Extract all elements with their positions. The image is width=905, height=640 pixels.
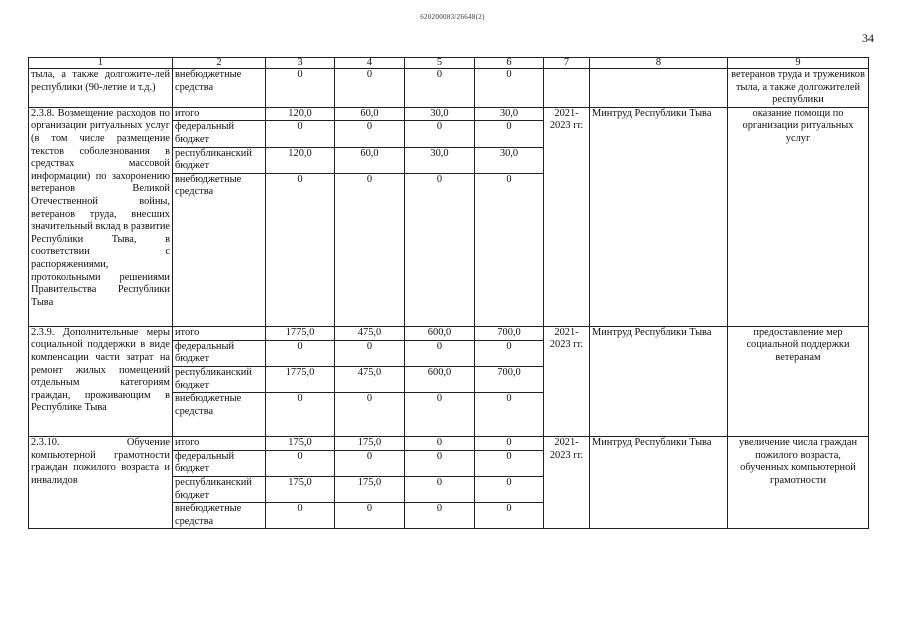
amount-cell: 1775,0 (266, 366, 335, 392)
amount-cell: 0 (335, 69, 405, 108)
amount-cell: 175,0 (335, 476, 405, 502)
amount-cell: 30,0 (475, 147, 544, 173)
amount-cell: 600,0 (405, 366, 475, 392)
amount-cell: 0 (405, 340, 475, 366)
funding-source-cell: внебюджетные средства (173, 69, 266, 108)
column-header-row (29, 58, 869, 69)
amount-cell: 0 (405, 450, 475, 476)
amount-cell: 120,0 (266, 107, 335, 121)
amount-cell: 0 (475, 450, 544, 476)
amount-cell: 60,0 (335, 147, 405, 173)
amount-cell: 0 (266, 503, 335, 529)
table-row (29, 69, 869, 108)
amount-cell: 30,0 (405, 147, 475, 173)
amount-cell: 0 (405, 393, 475, 437)
activity-cell: тыла, а также долгожите-лей республики (90-летие и т.д.) (29, 69, 173, 108)
amount-cell: 475,0 (335, 366, 405, 392)
amount-cell: 60,0 (335, 107, 405, 121)
table-row (29, 437, 869, 451)
amount-cell: 0 (405, 69, 475, 108)
amount-cell: 175,0 (266, 437, 335, 451)
amount-cell: 120,0 (266, 147, 335, 173)
funding-source-cell: итого (173, 107, 266, 121)
amount-cell: 175,0 (335, 437, 405, 451)
column-header: 5 (405, 58, 475, 69)
amount-cell: 175,0 (266, 476, 335, 502)
amount-cell: 0 (475, 173, 544, 326)
executor-cell: Минтруд Республики Тыва (590, 437, 728, 529)
funding-source-cell: итого (173, 326, 266, 340)
table-row (29, 107, 869, 121)
amount-cell: 0 (405, 121, 475, 147)
amount-cell: 475,0 (335, 326, 405, 340)
column-header: 6 (475, 58, 544, 69)
result-cell: предоставление мер социальной поддержки ветеранам (728, 326, 869, 436)
funding-source-cell: федеральный бюджет (173, 340, 266, 366)
amount-cell: 0 (335, 450, 405, 476)
period-cell: 2021-2023 гг. (544, 326, 590, 436)
amount-cell: 0 (266, 450, 335, 476)
period-cell: 2021-2023 гг. (544, 107, 590, 326)
funding-source-cell: республиканский бюджет (173, 366, 266, 392)
amount-cell: 30,0 (475, 107, 544, 121)
amount-cell: 0 (475, 121, 544, 147)
page-number: 34 (862, 31, 874, 45)
period-cell (544, 69, 590, 108)
amount-cell: 0 (266, 69, 335, 108)
funding-source-cell: республиканский бюджет (173, 147, 266, 173)
column-header: 2 (173, 58, 266, 69)
column-header: 9 (728, 58, 869, 69)
funding-source-cell: федеральный бюджет (173, 121, 266, 147)
amount-cell: 0 (475, 503, 544, 529)
funding-source-cell: республиканский бюджет (173, 476, 266, 502)
amount-cell: 0 (475, 437, 544, 451)
amount-cell: 0 (405, 173, 475, 326)
amount-cell: 0 (335, 340, 405, 366)
amount-cell: 0 (335, 393, 405, 437)
amount-cell: 30,0 (405, 107, 475, 121)
activity-cell: 2.3.8. Возмещение расходов по организации ритуальных услуг (в том числе размещение текстов соболезнования в средствах массовой информации) по захоронению ветеранов Великой Отечественной войны, ветеранов труда, внесших значительный вклад в развитие Республики Тыва, в соответствии с распоряжениями, протокольными решениями Правительства Республики Тыва (29, 107, 173, 326)
result-cell: увеличение числа граждан пожилого возраста, обученных компьютерной грамотности (728, 437, 869, 529)
table-row (29, 326, 869, 340)
activity-cell: 2.3.10. Обучение компьютерной грамотности граждан пожилого возраста и инвалидов (29, 437, 173, 529)
amount-cell: 1775,0 (266, 326, 335, 340)
amount-cell: 0 (335, 173, 405, 326)
funding-source-cell: итого (173, 437, 266, 451)
amount-cell: 0 (266, 121, 335, 147)
amount-cell: 0 (266, 340, 335, 366)
activity-cell: 2.3.9. Дополнительные меры социальной поддержки в виде компенсации части затрат на ремонт жилых помещений отдельным категориям граждан, проживающим в Республике Тыва (29, 326, 173, 436)
amount-cell: 0 (405, 503, 475, 529)
executor-cell: Минтруд Республики Тыва (590, 107, 728, 326)
amount-cell: 0 (266, 393, 335, 437)
column-header: 4 (335, 58, 405, 69)
amount-cell: 0 (335, 121, 405, 147)
amount-cell: 0 (475, 340, 544, 366)
funding-source-cell: внебюджетные средства (173, 173, 266, 326)
executor-cell: Минтруд Республики Тыва (590, 326, 728, 436)
result-cell: оказание помощи по организации ритуальных услуг (728, 107, 869, 326)
funding-source-cell: внебюджетные средства (173, 393, 266, 437)
amount-cell: 0 (405, 437, 475, 451)
amount-cell: 600,0 (405, 326, 475, 340)
column-header: 1 (29, 58, 173, 69)
amount-cell: 0 (335, 503, 405, 529)
column-header: 8 (590, 58, 728, 69)
executor-cell (590, 69, 728, 108)
amount-cell: 0 (475, 476, 544, 502)
amount-cell: 700,0 (475, 326, 544, 340)
funding-source-cell: внебюджетные средства (173, 503, 266, 529)
table-body (29, 58, 869, 529)
funding-source-cell: федеральный бюджет (173, 450, 266, 476)
column-header: 7 (544, 58, 590, 69)
amount-cell: 0 (475, 393, 544, 437)
document-id: 620200083/26648(2) (420, 13, 485, 21)
amount-cell: 0 (475, 69, 544, 108)
program-table (28, 57, 869, 529)
period-cell: 2021-2023 гг. (544, 437, 590, 529)
amount-cell: 0 (266, 173, 335, 326)
result-cell: ветеранов труда и тружеников тыла, а также долгожителей республики (728, 69, 869, 108)
amount-cell: 0 (405, 476, 475, 502)
amount-cell: 700,0 (475, 366, 544, 392)
column-header: 3 (266, 58, 335, 69)
